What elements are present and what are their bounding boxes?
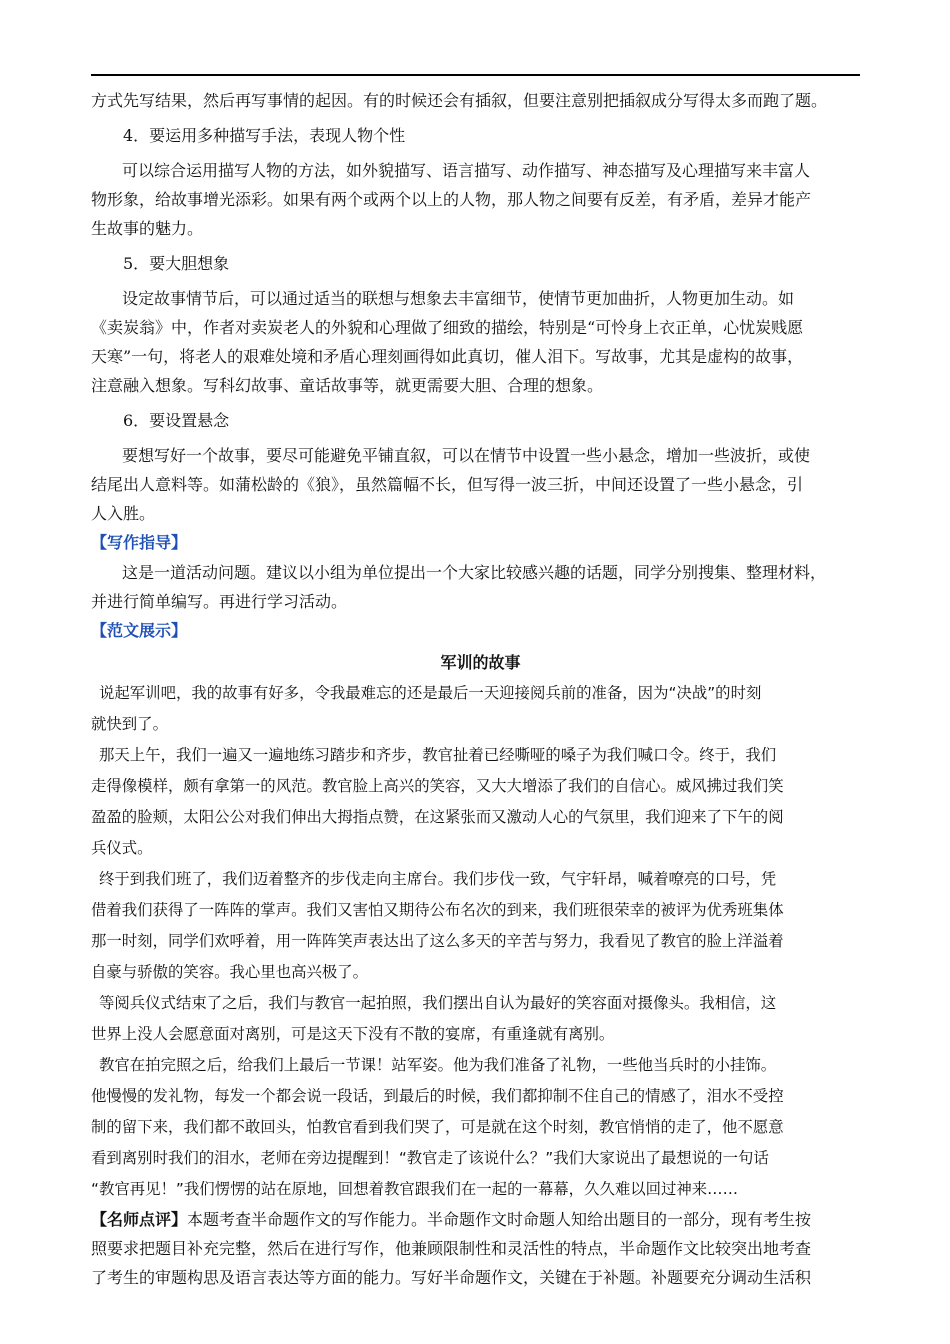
body-line: 注意融入想象。写科幻故事、童话故事等，就更需要大胆、合理的想象。 bbox=[91, 376, 604, 395]
point-4-title: 4．要运用多种描写手法，表现人物个性 bbox=[123, 126, 406, 145]
body-line: 并进行简单编写。再进行学习活动。 bbox=[91, 592, 348, 611]
point-6-body bbox=[91, 441, 860, 528]
point-4-body bbox=[91, 156, 860, 243]
body-line: 人入胜。 bbox=[91, 504, 156, 523]
essay-line: 借着我们获得了一阵阵的掌声。我们又害怕又期待公布名次的到来，我们班很荣幸的被评为优秀班集体 bbox=[91, 901, 784, 919]
essay-paragraph bbox=[91, 678, 860, 740]
essay-line: 自豪与骄傲的笑容。我心里也高兴极了。 bbox=[91, 963, 369, 981]
writing-guide-heading: 【写作指导】 bbox=[91, 533, 188, 552]
essay-paragraph bbox=[91, 864, 860, 988]
essay-paragraph bbox=[91, 988, 860, 1050]
body-line: 物形象，给故事增光添彩。如果有两个或两个以上的人物，那人物之间要有反差，有矛盾，差异才能产 bbox=[91, 190, 812, 209]
writing-guide-body bbox=[91, 558, 860, 616]
essay-line: 走得像模样，颇有拿第一的风范。教官脸上高兴的笑容，又大大增添了我们的自信心。威风拂过我们笑 bbox=[91, 777, 784, 795]
teacher-comment-text: 本题考查半命题作文的写作能力。半命题作文时命题人知给出题目的一部分，现有考生按 bbox=[187, 1210, 812, 1229]
essay-line: 盈盈的脸颊，太阳公公对我们伸出大拇指点赞，在这紧张而又激动人心的气氛里，我们迎来了下午的阅 bbox=[91, 808, 784, 826]
essay-line: 世界上没人会愿意面对离别，可是这天下没有不散的宴席，有重逢就有离别。 bbox=[91, 1025, 615, 1043]
point-5-body bbox=[91, 284, 860, 400]
essay-line: 制的留下来，我们都不敢回头，怕教官看到我们哭了，可是就在这个时刻，教官悄悄的走了，他不愿意 bbox=[91, 1118, 784, 1136]
body-line: 这是一道活动问题。建议以小组为单位提出一个大家比较感兴趣的话题，同学分别搜集、整理材料， bbox=[122, 563, 827, 582]
sample-essay-heading: 【范文展示】 bbox=[91, 621, 188, 640]
document-page bbox=[91, 86, 860, 1292]
essay-title: 军训的故事 bbox=[440, 653, 521, 672]
intro-line: 方式先写结果，然后再写事情的起因。有的时候还会有插叙，但要注意别把插叙成分写得太多而跑了题。 bbox=[91, 91, 828, 110]
header-rule bbox=[91, 74, 860, 76]
essay-paragraph bbox=[91, 1050, 860, 1205]
body-line: 可以综合运用描写人物的方法，如外貌描写、语言描写、动作描写、神态描写及心理描写来丰富人 bbox=[122, 161, 811, 180]
body-line: 结尾出人意料等。如蒲松龄的《狼》，虽然篇幅不长，但写得一波三折，中间还设置了一些小悬念，引 bbox=[91, 475, 804, 494]
essay-line: “教官再见！”我们愣愣的站在原地，回想着教官跟我们在一起的一幕幕，久久难以回过神来…… bbox=[91, 1180, 738, 1198]
body-line: 了考生的审题构思及语言表达等方面的能力。写好半命题作文，关键在于补题。补题要充分调动生活积 bbox=[91, 1268, 812, 1287]
body-line: 生故事的魅力。 bbox=[91, 219, 204, 238]
essay-line: 教官在拍完照之后，给我们上最后一节课！站军姿。他为我们准备了礼物，一些他当兵时的小挂饰。 bbox=[99, 1056, 777, 1074]
body-line: 《卖炭翁》中，作者对卖炭老人的外貌和心理做了细致的描绘，特别是“可怜身上衣正单，心忧炭贱愿 bbox=[91, 318, 804, 337]
essay-paragraph bbox=[91, 740, 860, 864]
essay-line: 就快到了。 bbox=[91, 715, 168, 733]
body-line: 照要求把题目补充完整，然后在进行写作，他兼顾限制性和灵活性的特点，半命题作文比较突出地考查 bbox=[91, 1239, 812, 1258]
teacher-comment bbox=[91, 1205, 860, 1292]
body-line: 设定故事情节后，可以通过适当的联想与想象去丰富细节，使情节更加曲折，人物更加生动。如 bbox=[122, 289, 795, 308]
essay-line: 终于到我们班了，我们迈着整齐的步伐走向主席台。我们步伐一致，气宇轩昂，喊着嘹亮的口号，凭 bbox=[99, 870, 777, 888]
essay-line: 他慢慢的发礼物，每发一个都会说一段话，到最后的时候，我们都抑制不住自己的情感了，泪水不受控 bbox=[91, 1087, 784, 1105]
teacher-comment-label: 【名师点评】 bbox=[91, 1210, 188, 1229]
body-line: 要想写好一个故事，要尽可能避免平铺直叙，可以在情节中设置一些小悬念，增加一些波折，或使 bbox=[122, 446, 811, 465]
essay-line: 说起军训吧，我的故事有好多，令我最难忘的还是最后一天迎接阅兵前的准备，因为“决战”的时刻 bbox=[99, 684, 762, 702]
essay-line: 那天上午，我们一遍又一遍地练习踏步和齐步，教官扯着已经嘶哑的嗓子为我们喊口令。终于，我们 bbox=[99, 746, 777, 764]
essay-line: 兵仪式。 bbox=[91, 839, 153, 857]
essay-line: 等阅兵仪式结束了之后，我们与教官一起拍照，我们摆出自认为最好的笑容面对摄像头。我相信，这 bbox=[99, 994, 777, 1012]
essay-line: 那一时刻，同学们欢呼着，用一阵阵笑声表达出了这么多天的辛苦与努力，我看见了教官的脸上洋溢着 bbox=[91, 932, 784, 950]
point-6-title: 6．要设置悬念 bbox=[123, 411, 230, 430]
body-line: 天寒”一句，将老人的艰难处境和矛盾心理刻画得如此真切，催人泪下。写故事，尤其是虚构的故事， bbox=[91, 347, 804, 366]
point-5-title: 5．要大胆想象 bbox=[123, 254, 230, 273]
essay-line: 看到离别时我们的泪水，老师在旁边提醒到！“教官走了该说什么？”我们大家说出了最想说的一句话 bbox=[91, 1149, 769, 1167]
